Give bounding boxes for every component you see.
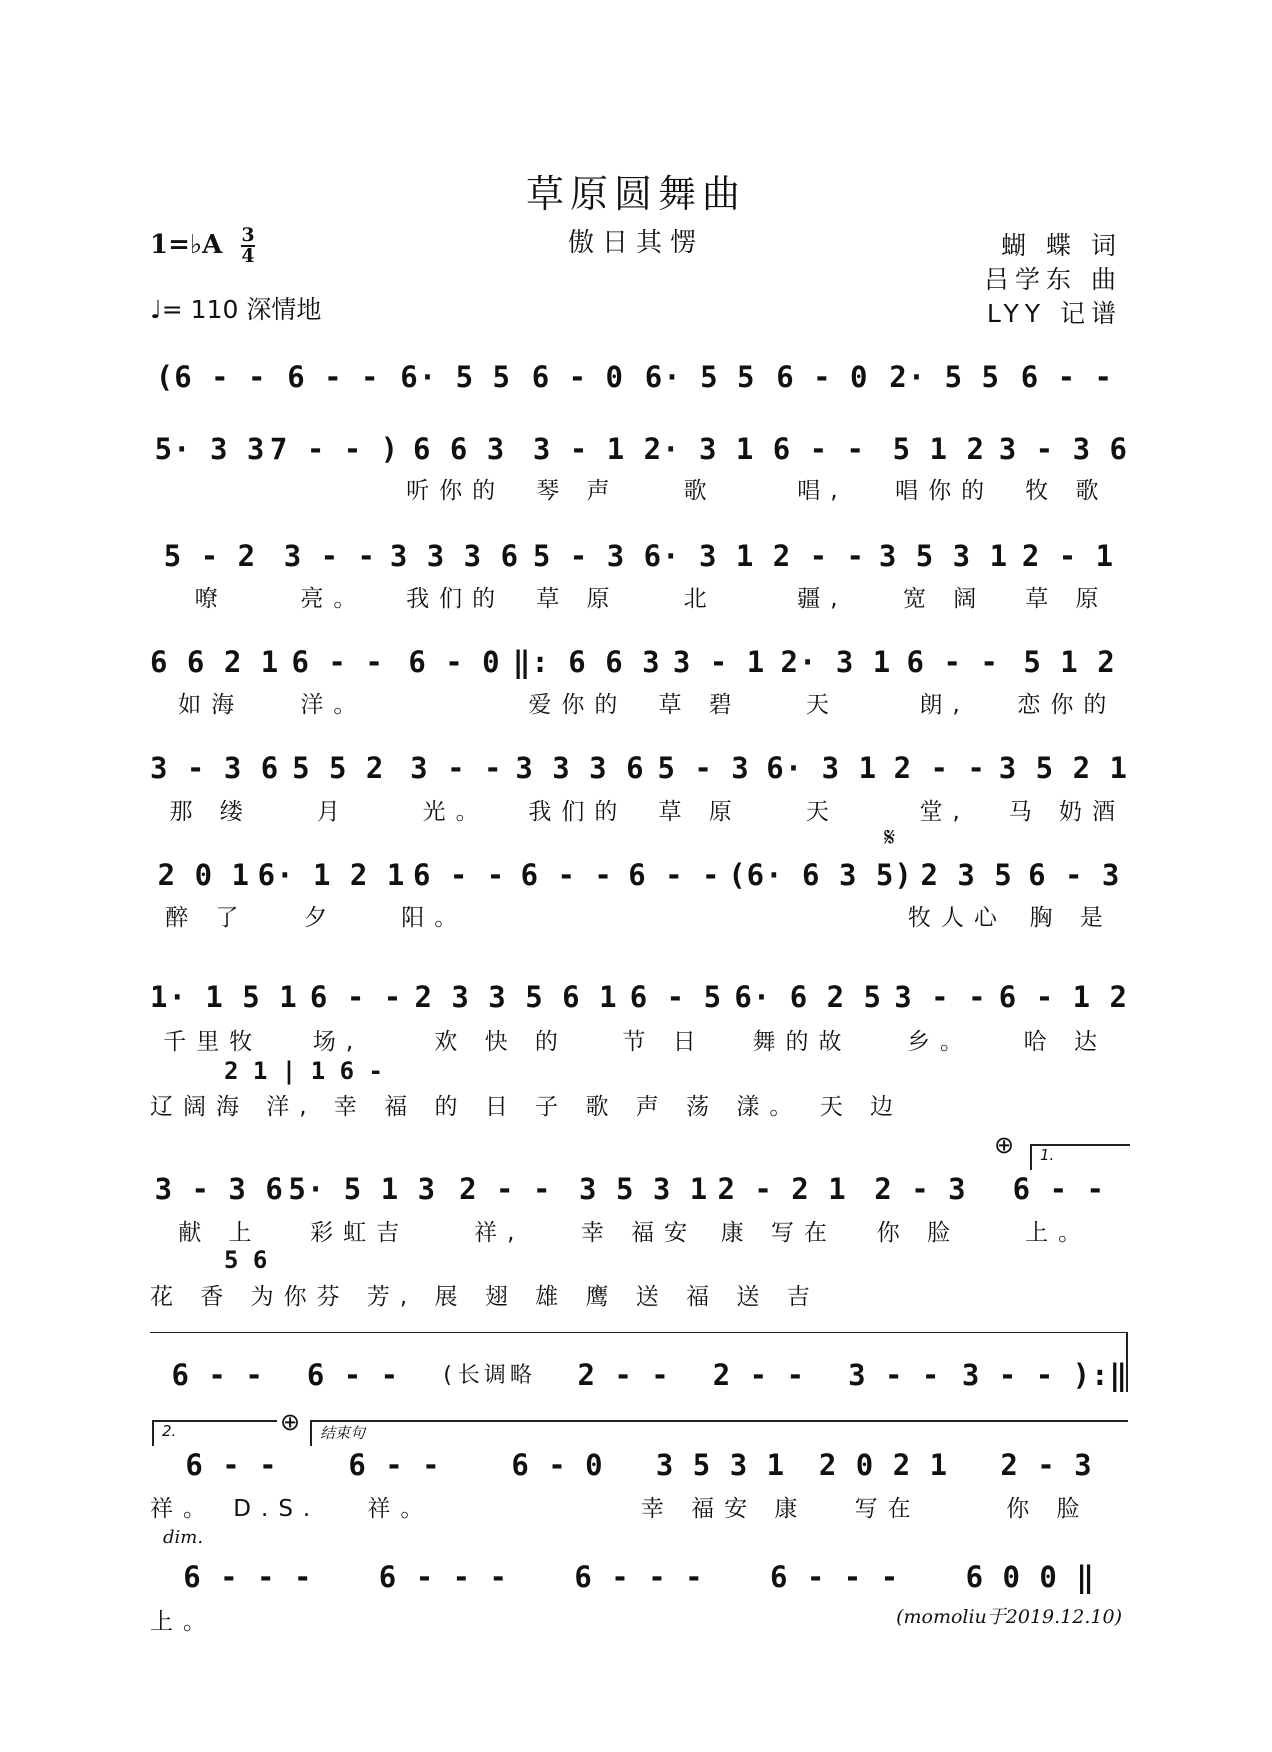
measure: 6 - - <box>1012 1172 1105 1206</box>
measure: 6 - - - <box>378 1560 508 1594</box>
measure: 3 5 3 1 <box>655 1448 786 1482</box>
coda-sign: ⊕ <box>994 1131 1015 1159</box>
system-8-notes <box>150 1172 1128 1206</box>
lyric: 光。 <box>422 799 489 825</box>
measure: 3 - 1 <box>532 432 626 466</box>
measure: (6· 6 3 5) <box>728 858 913 892</box>
system-5-lyrics <box>150 793 1128 826</box>
measure: 3 - 3 6 <box>154 1172 284 1206</box>
lyric <box>150 472 272 505</box>
measure: 6 - - <box>348 1448 441 1482</box>
lyric <box>481 1490 641 1523</box>
measure: 2 - - <box>577 1358 670 1392</box>
system-6-lyrics <box>150 899 1128 932</box>
lyric: 彩虹吉 <box>310 1220 410 1246</box>
measure: 6 - - <box>171 1358 264 1392</box>
measure: 5 1 2 <box>1023 645 1116 679</box>
coda-label: 结束句 <box>310 1420 1128 1446</box>
lyric: 祥。 D.S. <box>150 1496 321 1522</box>
measure: 6 - - <box>628 858 721 892</box>
measure: 6 - - <box>772 432 866 466</box>
lyric <box>605 899 719 932</box>
measure: 6 - 0 <box>511 1448 604 1482</box>
lyric: 北 <box>683 586 717 612</box>
lyricist-credit: 蝴 蝶 词 <box>1001 231 1122 260</box>
measure: 2 3 5 <box>920 858 1013 892</box>
lyric: 你 脸 <box>876 1220 961 1246</box>
measure: 6 0 0 ‖ <box>965 1560 1095 1594</box>
measure: 5 - 3 <box>657 751 750 785</box>
system-4-lyrics <box>150 686 1128 719</box>
measure: 5· 3 3 <box>154 432 266 466</box>
measure: 6· 3 1 <box>643 539 755 573</box>
lyric: 月 <box>316 799 350 825</box>
lyric: 千里牧 <box>163 1029 263 1055</box>
dim-marking: dim. <box>163 1527 204 1548</box>
system-7-lyrics <box>150 1023 1128 1056</box>
measure: 2 - 2 1 <box>717 1172 847 1206</box>
lyric: 朗, <box>919 692 970 718</box>
measure: 6· 5 5 <box>644 360 756 394</box>
volta-bracket-line <box>150 1332 1128 1333</box>
measure: 2 - - <box>712 1358 806 1392</box>
lyric: 我们的 <box>528 799 628 825</box>
lyric: 场, <box>312 1029 364 1055</box>
lyric: 如海 <box>178 692 245 718</box>
measure: 5 - 2 <box>163 539 257 573</box>
system-10-notes <box>150 1448 1128 1482</box>
measure: 2 3 3 5 6 1 <box>414 980 618 1014</box>
lyric: 牧人心 <box>907 905 1007 931</box>
lyric: 那 缕 <box>169 799 253 825</box>
lyric: 舞的故 <box>752 1029 852 1055</box>
volta-second-ending: 2. <box>152 1420 277 1446</box>
measure: 2 - 3 <box>1000 1448 1093 1482</box>
measure: 6 6 2 1 <box>150 645 280 679</box>
lyric: 欢 快 的 <box>434 1029 568 1055</box>
measure: 3 - 1 <box>672 645 766 679</box>
lyric: 我们的 <box>406 586 506 612</box>
lyric: 宽 阔 <box>902 586 987 612</box>
lyric: 唱, <box>797 478 848 504</box>
time-bottom: 4 <box>241 245 255 267</box>
system-6-notes <box>150 858 1128 892</box>
measure: 3 - 3 6 <box>150 751 280 785</box>
measure: 6 - - <box>291 645 384 679</box>
lyric: 阳。 <box>401 905 468 931</box>
composer-credit: 吕学东 曲 <box>984 265 1122 294</box>
measure-note-text: (长调略 <box>440 1363 536 1388</box>
lyric: 亮。 <box>300 586 367 612</box>
measure: 3 3 3 6 <box>389 539 520 573</box>
measure: 6 - - <box>906 645 999 679</box>
lyric <box>719 899 901 932</box>
system-5-notes <box>150 751 1128 785</box>
measure: 2· 5 5 <box>889 360 1000 394</box>
lyric: 疆, <box>797 586 848 612</box>
lyric <box>395 686 517 719</box>
measure: 3 - - <box>894 980 987 1014</box>
lyric: 祥, <box>474 1220 525 1246</box>
lyric <box>272 472 394 505</box>
lyric: 牧 歌 <box>1025 478 1109 504</box>
segno-sign: 𝄋 <box>884 823 896 853</box>
measure: 6 - - - <box>183 1560 313 1594</box>
measure: 5 1 2 <box>892 432 985 466</box>
coda-sign-2: ⊕ <box>280 1408 301 1436</box>
measure: 3 - - ):‖ <box>961 1358 1129 1392</box>
measure: 2 - 1 <box>1021 539 1115 573</box>
lyric: 草 原 <box>658 799 742 825</box>
lyric: 幸 福安 康 <box>640 1496 808 1522</box>
lyric: 天 <box>805 692 839 718</box>
lyric: 醉 了 <box>165 905 249 931</box>
score-subtitle: 傲日其愣 <box>567 228 704 258</box>
measure: 1· 1 5 1 <box>150 980 298 1014</box>
lyric: 哈 达 <box>1023 1029 1107 1055</box>
system-3-lyrics <box>150 580 1128 613</box>
measure: 3 5 3 1 <box>579 1172 709 1206</box>
tempo-marking: ♩= 110 深情地 <box>150 295 322 324</box>
measure: 6· 3 1 <box>766 751 878 785</box>
alt-notes: 2 1 | 1 6 - <box>224 1057 383 1085</box>
measure: 2 0 2 1 <box>818 1448 949 1482</box>
system-1-notes <box>150 360 1128 394</box>
measure: 6 - - <box>1020 360 1114 394</box>
measure: 6· 5 5 <box>400 360 511 394</box>
system-8-lyrics <box>150 1214 1128 1247</box>
measure: 2 - 3 <box>874 1172 967 1206</box>
measure: (6 - - <box>155 360 267 394</box>
system-2-notes <box>150 432 1128 466</box>
measure: 3 3 3 6 <box>515 751 645 785</box>
lyric: 歌 <box>683 478 717 504</box>
measure: 6 - 0 <box>408 645 501 679</box>
lyric: 你 脸 <box>1006 1496 1090 1522</box>
lyric: 夕 <box>304 905 338 931</box>
lyric: 草 碧 <box>658 692 742 718</box>
measure: 6 - 1 2 <box>998 980 1128 1014</box>
alt-notes: 5 6 <box>224 1246 268 1274</box>
lyric: 乡。 <box>906 1029 973 1055</box>
measure: 6 - - - <box>574 1560 704 1594</box>
measure: 2· 3 1 <box>643 432 755 466</box>
transcription-credit: (momoliu于2019.12.10) <box>896 1606 1122 1628</box>
measure: 7 - - ) <box>269 432 400 466</box>
lyric: 天 <box>805 799 839 825</box>
lyric: 堂, <box>919 799 970 825</box>
measure: 6 - 0 <box>531 360 625 394</box>
time-top: 3 <box>241 224 255 246</box>
measure: 6 - - <box>185 1448 278 1482</box>
measure: 3 - 3 6 <box>998 432 1128 466</box>
time-signature <box>241 226 254 266</box>
measure: 6 - 0 <box>776 360 869 394</box>
lyric: 幸 福安 <box>580 1220 698 1246</box>
key-signature <box>150 226 255 266</box>
measure: 6 - 3 <box>1028 858 1121 892</box>
lyric: 草 原 <box>536 586 620 612</box>
measure: 6 6 3 <box>412 432 506 466</box>
lyric: 听你的 <box>406 478 506 504</box>
lyric <box>491 899 605 932</box>
lyric: 爱你的 <box>528 692 628 718</box>
system-8-lyrics-verse2: 花 香 为你芬 芳, 展 翅 雄 鹰 送 福 送 吉 <box>150 1284 820 1310</box>
measure: 2 - - <box>459 1172 552 1206</box>
system-7-notes <box>150 980 1128 1014</box>
lyric: 写在 <box>854 1496 921 1522</box>
system-3-notes <box>150 539 1128 573</box>
measure: 3 5 3 1 <box>878 539 1009 573</box>
lyric: 唱你的 <box>895 478 995 504</box>
system-2-lyrics <box>150 472 1128 505</box>
lyric: 节 日 <box>622 1029 706 1055</box>
system-10-lyrics <box>150 1490 1128 1523</box>
measure: 6 - - <box>412 858 506 892</box>
measure: 6· 1 2 1 <box>257 858 406 892</box>
measure: 2 - - <box>893 751 986 785</box>
measure: 6 - - <box>520 858 613 892</box>
measure: 5 5 2 <box>292 751 385 785</box>
system-11-lyrics: 上。 <box>150 1609 216 1635</box>
lyric: 恋你的 <box>1017 692 1117 718</box>
measure: 2· 3 1 <box>780 645 892 679</box>
lyric: 琴 声 <box>536 478 620 504</box>
measure: 3 - - <box>848 1358 941 1392</box>
lyric: 洋。 <box>300 692 367 718</box>
measure: 6 - - <box>309 980 403 1014</box>
measure: ‖: 6 6 3 <box>512 645 661 679</box>
measure: 3 - - <box>410 751 503 785</box>
key-text: 1=♭A <box>150 230 223 260</box>
system-9-notes <box>150 1358 1128 1392</box>
measure: 3 - - <box>283 539 377 573</box>
lyric: 胸 是 <box>1029 905 1113 931</box>
measure: 6 - 5 <box>629 980 723 1014</box>
measure: 5 - 3 <box>532 539 626 573</box>
measure: 2 0 1 <box>157 858 250 892</box>
measure: 6 - - - <box>769 1560 900 1594</box>
measure: 6 - - <box>306 1358 400 1392</box>
measure: 6· 6 2 5 <box>734 980 882 1014</box>
system-4-notes <box>150 645 1128 679</box>
measure: 6 - - <box>287 360 380 394</box>
lyric: 草 原 <box>1025 586 1109 612</box>
system-11-notes <box>150 1560 1128 1594</box>
lyric: 马 奶酒 <box>1008 799 1126 825</box>
transcriber-credit: LYY 记谱 <box>986 299 1122 328</box>
lyric: 献 上 <box>178 1220 262 1246</box>
lyric: 上。 <box>1025 1220 1092 1246</box>
system-7-lyrics-verse2: 辽阔海 洋, 幸 福 的 日 子 歌 声 荡 漾。 天 边 <box>150 1094 904 1120</box>
score-title: 草原圆舞曲 <box>525 172 746 216</box>
lyric: 嘹 <box>194 586 228 612</box>
lyric: 康 写在 <box>720 1220 837 1246</box>
measure: 2 - - <box>772 539 866 573</box>
measure: 5· 5 1 3 <box>288 1172 437 1206</box>
measure: 3 5 2 1 <box>998 751 1128 785</box>
volta-first-ending: 1. <box>1030 1144 1130 1170</box>
lyric: 祥。 <box>367 1496 434 1522</box>
